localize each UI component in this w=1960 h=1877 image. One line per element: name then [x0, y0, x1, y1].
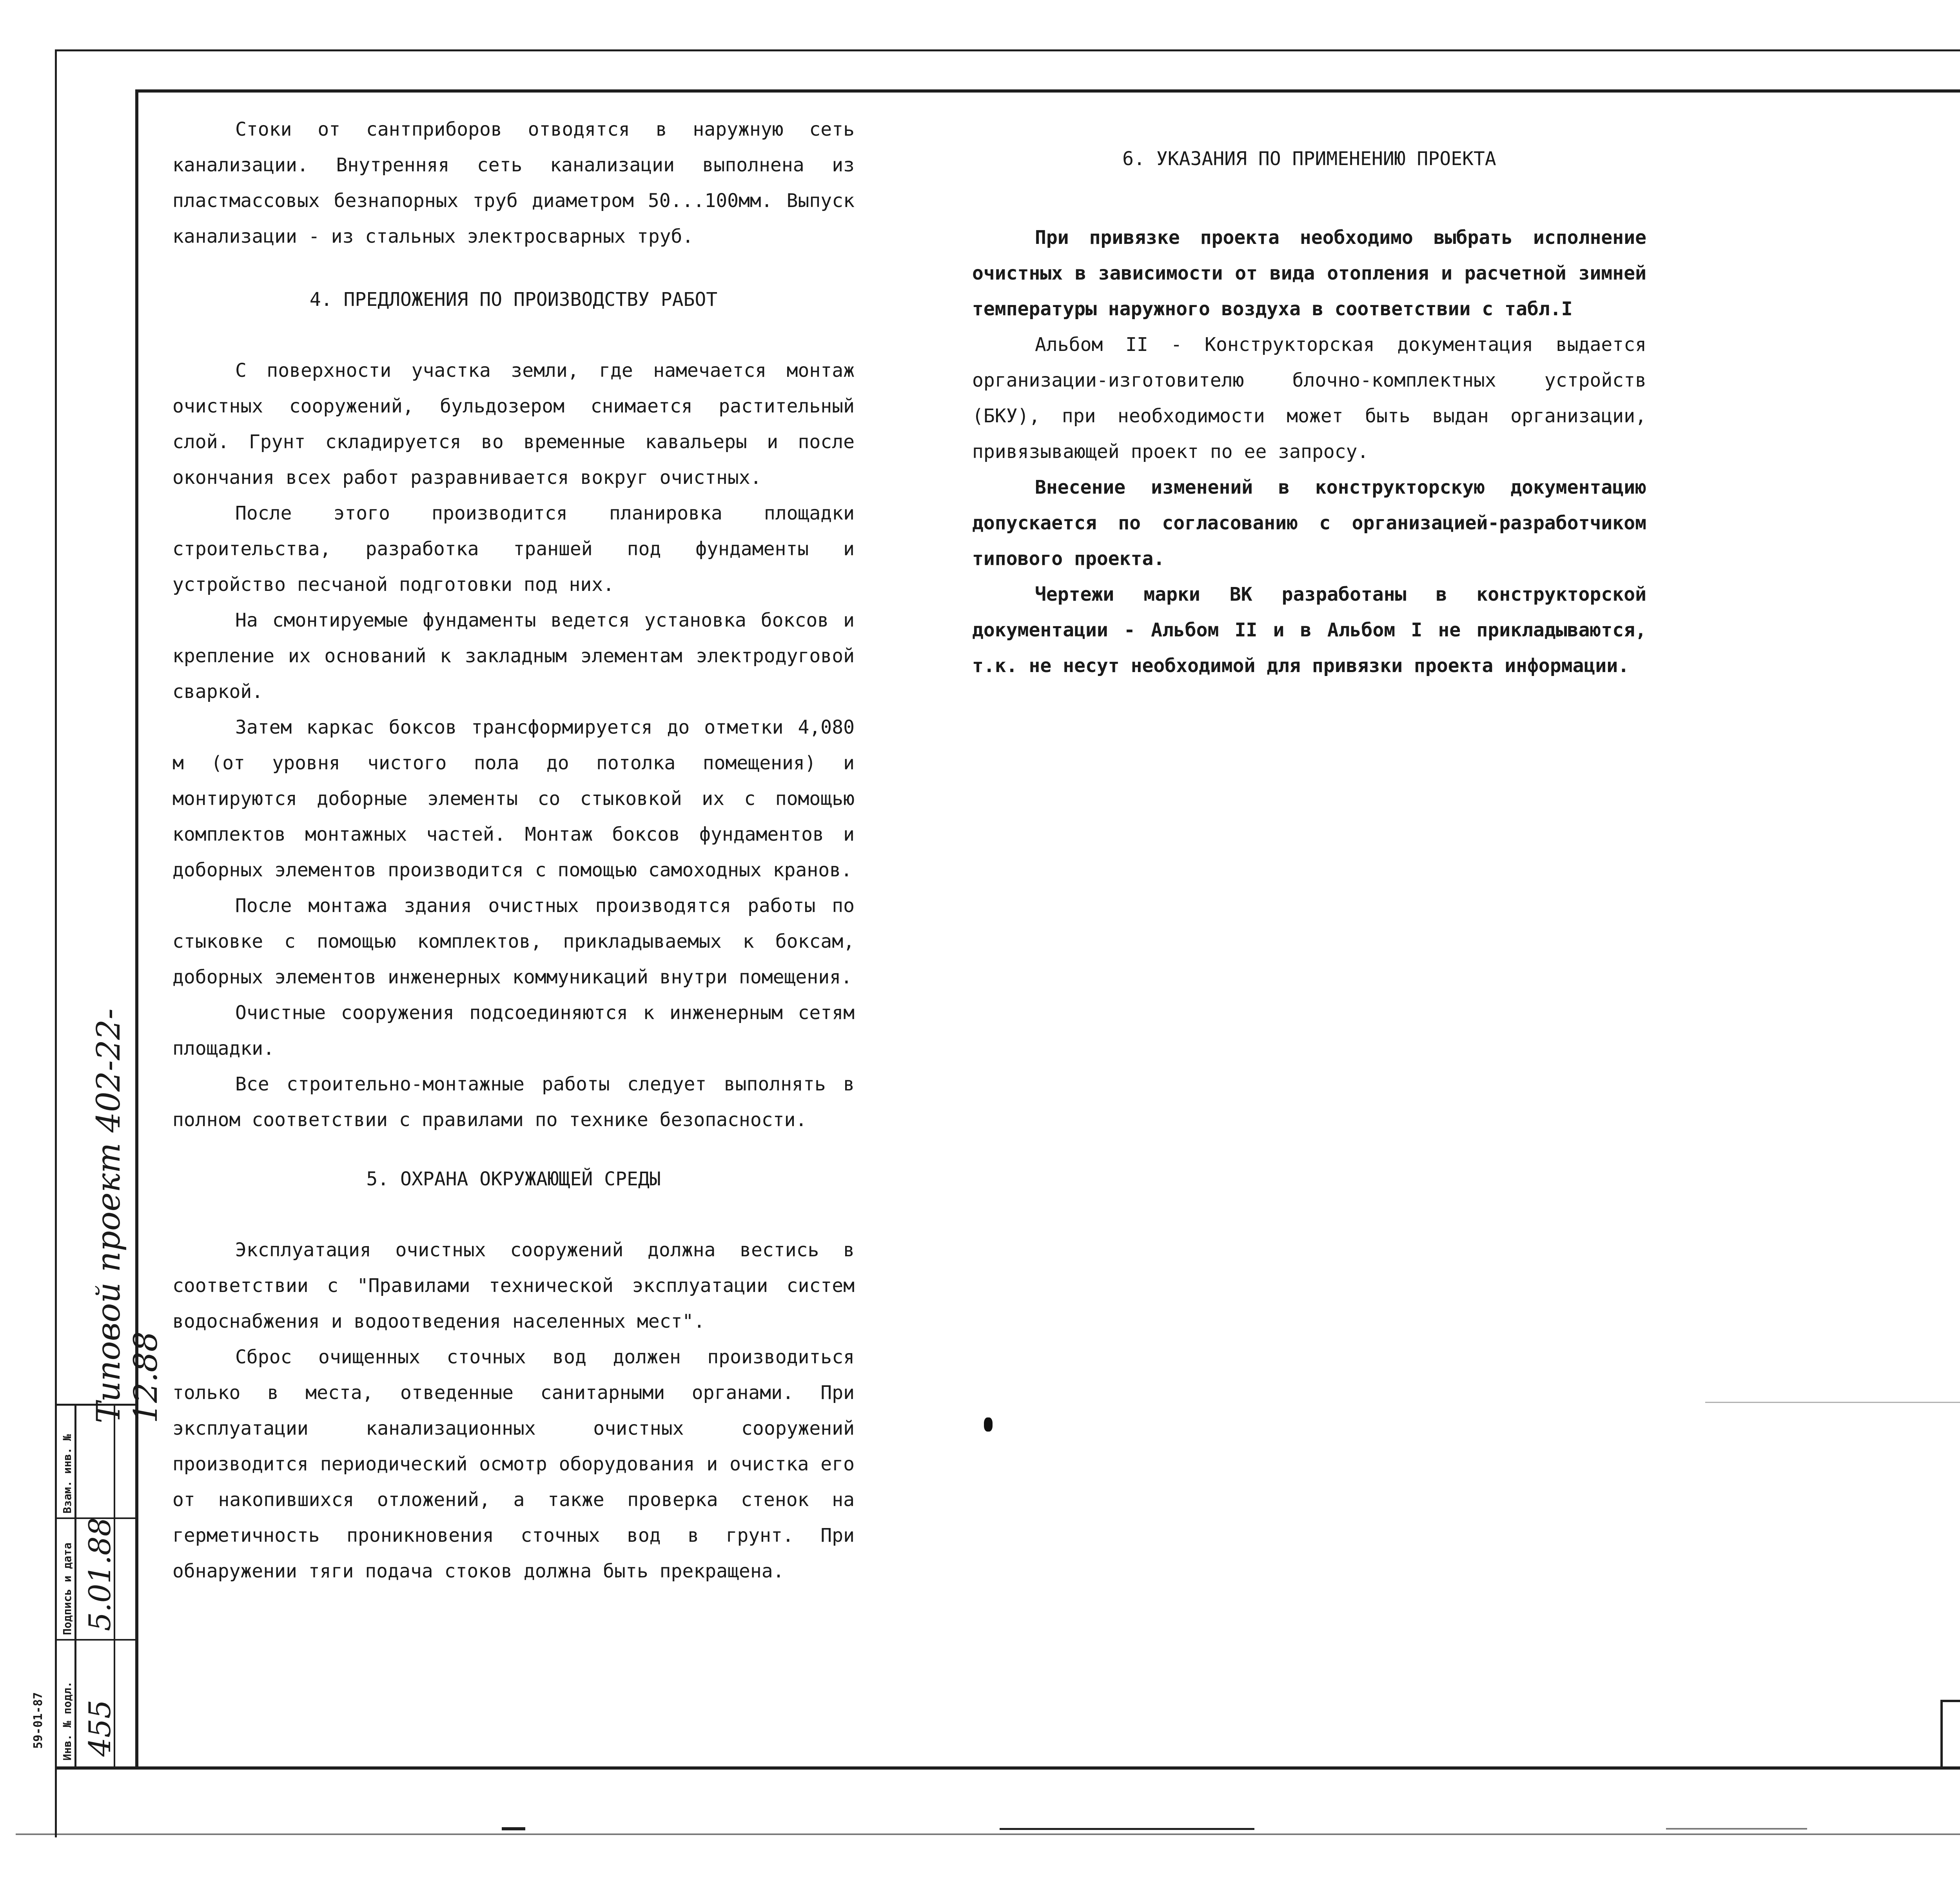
section-4-paragraph: Очистные сооружения подсоединяются к инженерным сетям площадки. — [172, 1002, 855, 1059]
section-4-paragraph: С поверхности участка земли, где намечается монтаж очистных сооружений, бульдозером снимается растительный слой. Грунт складируется во временные кавальеры и после окончания всех работ разравнивается вокруг очистных. — [172, 360, 855, 489]
section-4-paragraph: После этого производится планировка площадки строительства, разработка траншей под фундаменты и устройство песчаной подготовки под них. — [172, 502, 855, 596]
stamp-column-inv-label: Инв. № подл. — [61, 1681, 74, 1761]
stamp-divider-a — [55, 1404, 57, 1768]
margin-project-title: Типовой проект 402-22-12.88 — [90, 1008, 165, 1423]
titleblock-lower-left — [1940, 1700, 1943, 1770]
outer-frame-bottom — [16, 1833, 1960, 1835]
section-4-paragraph: После монтажа здания очистных производятся работы по стыковке с помощью комплектов, прикладываемых к боксам, доборных элементов инженерных коммуникаций внутри помещения. — [172, 895, 855, 988]
trim-dash — [502, 1827, 525, 1830]
section-5-paragraph: Эксплуатация очистных сооружений должна вестись в соответствии с "Правилами технической эксплуатации систем водоснабжения и водоотведения населенных мест". — [172, 1239, 855, 1332]
titleblock-lower-top — [1940, 1700, 1960, 1702]
faint-rule — [1705, 1402, 1960, 1403]
section-5-paragraph: Сброс очищенных сточных вод должен производиться только в места, отведенные санитарными органами. При эксплуатации канализационных очистных сооружений производится периодический осмотр оборудования и очистка его от накопившихся отложений, а также проверка стенок на герметичность проникновения сточных вод в грунт. При обнаружении тяги подача стоков должна быть прекращена. — [172, 1346, 855, 1582]
section-4-paragraph: Все строительно-монтажные работы следует выполнять в полном соответствии с правилами по технике безопасности. — [172, 1073, 855, 1131]
section-6-paragraph: Внесение изменений в конструкторскую документацию допускается по согласованию с организацией-разработчиком типового проекта. — [972, 476, 1646, 570]
stamp-column-replace-label: Взам. инв. № — [61, 1434, 74, 1514]
trim-dash — [1666, 1828, 1807, 1830]
section-4-title: 4. ПРЕДЛОЖЕНИЯ ПО ПРОИЗВОДСТВУ РАБОТ — [309, 289, 718, 311]
stamp-signature-value: 5.01.88 — [82, 1517, 117, 1631]
section-6-paragraph: При привязке проекта необходимо выбрать исполнение очистных в зависимости от вида отопления и расчетной зимней температуры наружного воздуха в соответствии с табл.I — [972, 227, 1646, 320]
inner-frame-top — [135, 89, 1960, 93]
section-6-title: 6. УКАЗАНИЯ ПО ПРИМЕНЕНИЮ ПРОЕКТА — [1122, 148, 1496, 170]
intro-paragraph: Стоки от сантприборов отводятся в наружную сеть канализации. Внутренняя сеть канализации выполнена из пластмассовых безнапорных труб диаметром 50...100мм. Выпуск канализации - из стальных электросварных труб. — [172, 118, 855, 247]
left-text-column — [172, 112, 855, 1589]
section-5-title: 5. ОХРАНА ОКРУЖАЮЩЕЙ СРЕДЫ — [366, 1168, 661, 1190]
trim-dash — [1000, 1828, 1254, 1830]
stamp-inv-value: 455 — [82, 1699, 117, 1757]
right-text-column — [972, 141, 1646, 684]
inner-frame-left — [135, 89, 138, 1770]
stamp-divider-mid2 — [55, 1639, 135, 1641]
left-edge-code: 59-01-87 — [31, 1692, 45, 1749]
section-6-paragraph: Альбом II - Конструкторская документация выдается организации-изготовителю блочно-комплектных устройств (БКУ), при необходимости может быть выдан организации, привязывающей проект по ее запросу. — [972, 334, 1646, 463]
inner-frame-bottom — [55, 1766, 1960, 1770]
outer-frame-top — [55, 49, 1960, 51]
section-4-paragraph: Затем каркас боксов трансформируется до отметки 4,080 м (от уровня чистого пола до потолка помещения) и монтируются доборные элементы со стыковкой их с помощью комплектов монтажных частей. Монтаж боксов фундаментов и доборных элементов производится с помощью самоходных кранов. — [172, 716, 855, 881]
stamp-column-signature-label: Подпись и дата — [61, 1542, 74, 1635]
ink-speck — [984, 1417, 993, 1432]
stamp-divider-b — [74, 1404, 76, 1768]
section-4-paragraph: На смонтируемые фундаменты ведется установка боксов и крепление их оснований к закладным элементам электродуговой сваркой. — [172, 609, 855, 703]
section-6-paragraph: Чертежи марки ВК разработаны в конструкторской документации - Альбом II и в Альбом I не прикладываются, т.к. не несут необходимой для привязки проекта информации. — [972, 583, 1646, 677]
